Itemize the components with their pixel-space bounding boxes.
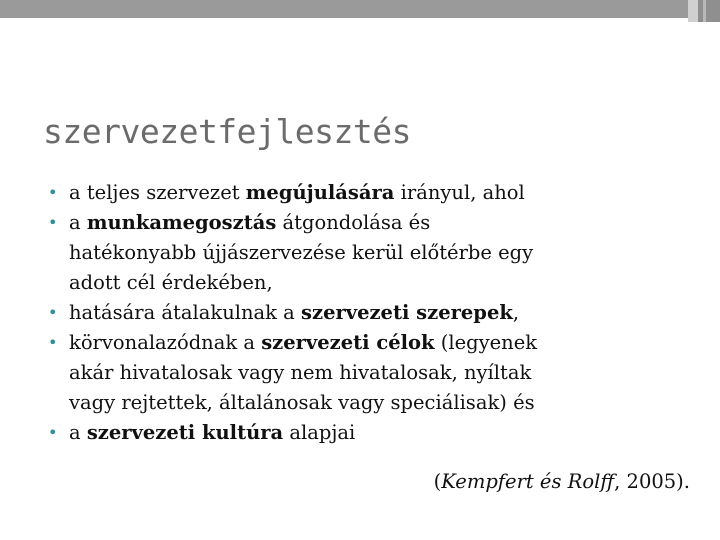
emphasis-text: megújulására [245, 181, 395, 204]
citation [434, 470, 690, 493]
top-bar-light-block [688, 0, 698, 22]
citation-open: ( [433, 470, 442, 493]
body-text: hatékonyabb újjászervezése kerül előtérbe egy [69, 241, 534, 264]
bullet-line [69, 388, 708, 418]
body-text: a [69, 421, 87, 444]
bullet-item [48, 178, 708, 208]
bullet-line [69, 178, 708, 208]
bullet-icon: • [48, 333, 58, 352]
bullet-line [69, 298, 708, 328]
emphasis-text: szervezeti szerepek [301, 301, 513, 324]
body-text: alapjai [283, 421, 356, 444]
top-bar-stripe [703, 0, 706, 22]
citation-authors: Kempfert és Rolff [441, 470, 615, 493]
bullet-icon: • [48, 213, 58, 232]
body-text: a teljes szervezet [69, 181, 246, 204]
body-text: vagy rejtettek, általánosak vagy speciálisak) és [69, 391, 535, 414]
bullet-icon: • [48, 183, 58, 202]
bullet-line [69, 328, 708, 358]
top-decoration-bar [0, 0, 720, 22]
emphasis-text: szervezeti kultúra [86, 421, 284, 444]
bullet-line [69, 418, 708, 448]
bullet-line [69, 208, 708, 238]
body-text: , [512, 301, 520, 324]
bullet-line [69, 238, 708, 268]
bullet-list [48, 178, 708, 448]
body-text: átgondolása és [276, 211, 431, 234]
emphasis-text: munkamegosztás [86, 211, 277, 234]
bullet-item [48, 208, 708, 298]
bullet-icon: • [48, 423, 58, 442]
emphasis-text: szervezeti célok [261, 331, 435, 354]
top-bar-dark-block [698, 0, 720, 22]
bullet-line [69, 268, 708, 298]
body-text: hatására átalakulnak a [69, 301, 302, 324]
slide-title: szervezetfejlesztés [43, 112, 411, 151]
body-text: akár hivatalosak vagy nem hivatalosak, nyíltak [69, 361, 532, 384]
bullet-item [48, 328, 708, 418]
body-text: adott cél érdekében, [69, 271, 273, 294]
bullet-line [69, 358, 708, 388]
citation-year: , 2005). [614, 470, 690, 493]
body-text: (legyenek [434, 331, 538, 354]
bullet-item [48, 418, 708, 448]
body-text: körvonalazódnak a [69, 331, 262, 354]
bullet-icon: • [48, 303, 58, 322]
body-text: irányul, ahol [394, 181, 525, 204]
body-text: a [69, 211, 87, 234]
top-bar-gray [0, 0, 688, 18]
bullet-item [48, 298, 708, 328]
